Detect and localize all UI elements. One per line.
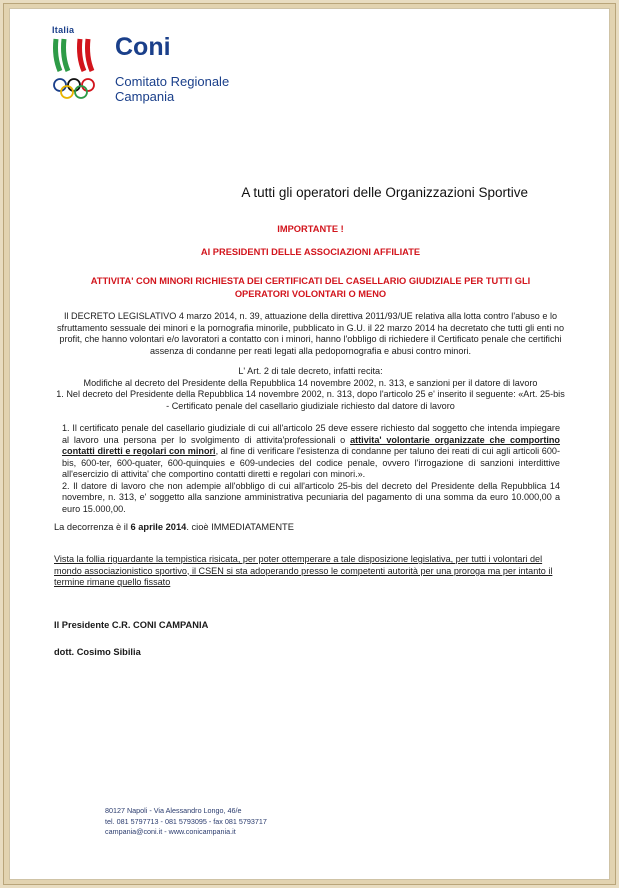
signature-name: dott. Cosimo Sibilia xyxy=(54,647,141,657)
law-item-text: 1. Il certificato penale del casellario giudiziale di cui all'articolo 25 deve essere richiesto dal soggetto che intenda impiegare al lavoro una persona per lo svolgimento di attivita'professionali o xyxy=(62,423,560,445)
heading-subject-line1: ATTIVITA' CON MINORI RICHIESTA DEI CERTIFICATI DEL CASELLARIO GIUDIZIALE PER TUTTI GLI xyxy=(90,276,531,286)
signature-title: Il Presidente C.R. CONI CAMPANIA xyxy=(54,620,209,630)
law-item-1 xyxy=(62,423,560,481)
addressee: A tutti gli operatori delle Organizzazioni Sportive xyxy=(241,185,528,200)
law-item-2: 2. Il datore di lavoro che non adempie all'obbligo di cui all'articolo 25-bis del decreto del Presidente della Repubblica 14 novembre, n. 313, e' soggetto alla sanzione amministrativa pecuniaria del pagamento di una somma da euro 10.000,00 a euro 15.000,00. xyxy=(62,480,560,514)
footer-contacts xyxy=(105,806,267,838)
letterhead-subtitle-line1: Comitato Regionale xyxy=(115,74,230,89)
paragraph-line: - Certificato penale del casellario giudiziale richiesto dal datore di lavoro xyxy=(166,400,455,411)
law-item-emphasis: attivita' volontarie organizzate che comportino contatti diretti e regolari con minori xyxy=(62,434,560,456)
letterhead-org: Coni xyxy=(115,33,171,61)
footer-address: 80127 Napoli - Via Alessandro Longo, 46/e xyxy=(105,806,242,815)
coni-logo-icon xyxy=(50,37,110,103)
paragraph-line: Modifiche al decreto del Presidente della Repubblica 14 novembre 2002, n. 313, e sanzioni per il datore di lavoro xyxy=(83,377,538,388)
letterhead-subtitle-line2: Campania xyxy=(115,89,175,104)
heading-important: IMPORTANTE ! xyxy=(277,224,344,234)
paragraph-line: L' Art. 2 di tale decreto, infatti recita: xyxy=(238,366,383,376)
letterhead-subtitle xyxy=(115,74,229,104)
heading-subject xyxy=(40,275,581,301)
coni-letterhead xyxy=(50,25,250,109)
letterhead-country: Italia xyxy=(52,25,75,35)
footer-web: campania@coni.it - www.conicampania.it xyxy=(105,827,236,836)
effective-date-prefix: La decorrenza è il xyxy=(54,522,131,532)
heading-presidents: AI PRESIDENTI DELLE ASSOCIAZIONI AFFILIATE xyxy=(200,247,421,257)
paragraph-decree xyxy=(56,311,565,357)
paragraph-line: sfruttamento sessuale dei minori e la pornografia minorile, pubblicato in G.U. il 22 marzo 2014 ha decretato che tutti gli enti no xyxy=(57,322,564,333)
heading-subject-line2: OPERATORI VOLONTARI O MENO xyxy=(234,289,387,299)
law-item-text: , al fine di verificare l'esistenza di condanne per taluno dei reati di cui agli articoli 600-bis, 600-ter, 600-quater, 600-quinquies e 609-undecies del codice penale, ovvero l'irrogazione di sanzioni interdittive all'esercizio di attivita' che comportino contatti diretti e regolari con minori.». xyxy=(62,446,560,479)
document-page xyxy=(9,8,610,880)
effective-date-suffix: . cioè IMMEDIATAMENTE xyxy=(186,522,294,532)
effective-date xyxy=(54,522,294,532)
paragraph-line: 1. Nel decreto del Presidente della Repubblica 14 novembre 2002, n. 313, dopo l'articolo 25 e' inserito il seguente: «Art. 25-bis xyxy=(56,389,565,399)
paragraph-line: Il DECRETO LEGISLATIVO 4 marzo 2014, n. 39, attuazione della direttiva 2011/93/UE relativa alla lotta contro l'abuso e lo xyxy=(63,311,558,321)
footer-phone: tel. 081 5797713 - 081 5793095 - fax 081 5793717 xyxy=(105,816,267,826)
effective-date-value: 6 aprile 2014 xyxy=(130,522,187,532)
paragraph-line: profit, che hanno volontari e/o lavoratori a contatto con i minori, hanno l'obbligo di richiedere il Certificato penale che certifichi xyxy=(59,334,562,344)
paragraph-note: Vista la follia riguardante la tempistica risicata, per poter ottemperare a tale disposizione legislativa, per tutti i volontari del mondo associazionistico sportivo, il CSEN si sta adoperando presso le competenti autorità per una proroga ma per intanto il termine rimane quello fissato xyxy=(54,554,553,588)
paragraph-quoted-law xyxy=(62,423,560,515)
paragraph-article xyxy=(56,366,565,412)
paragraph-line: assenza di condanne per reati legati alla pedopornografia e abusi contro minori. xyxy=(149,345,471,356)
